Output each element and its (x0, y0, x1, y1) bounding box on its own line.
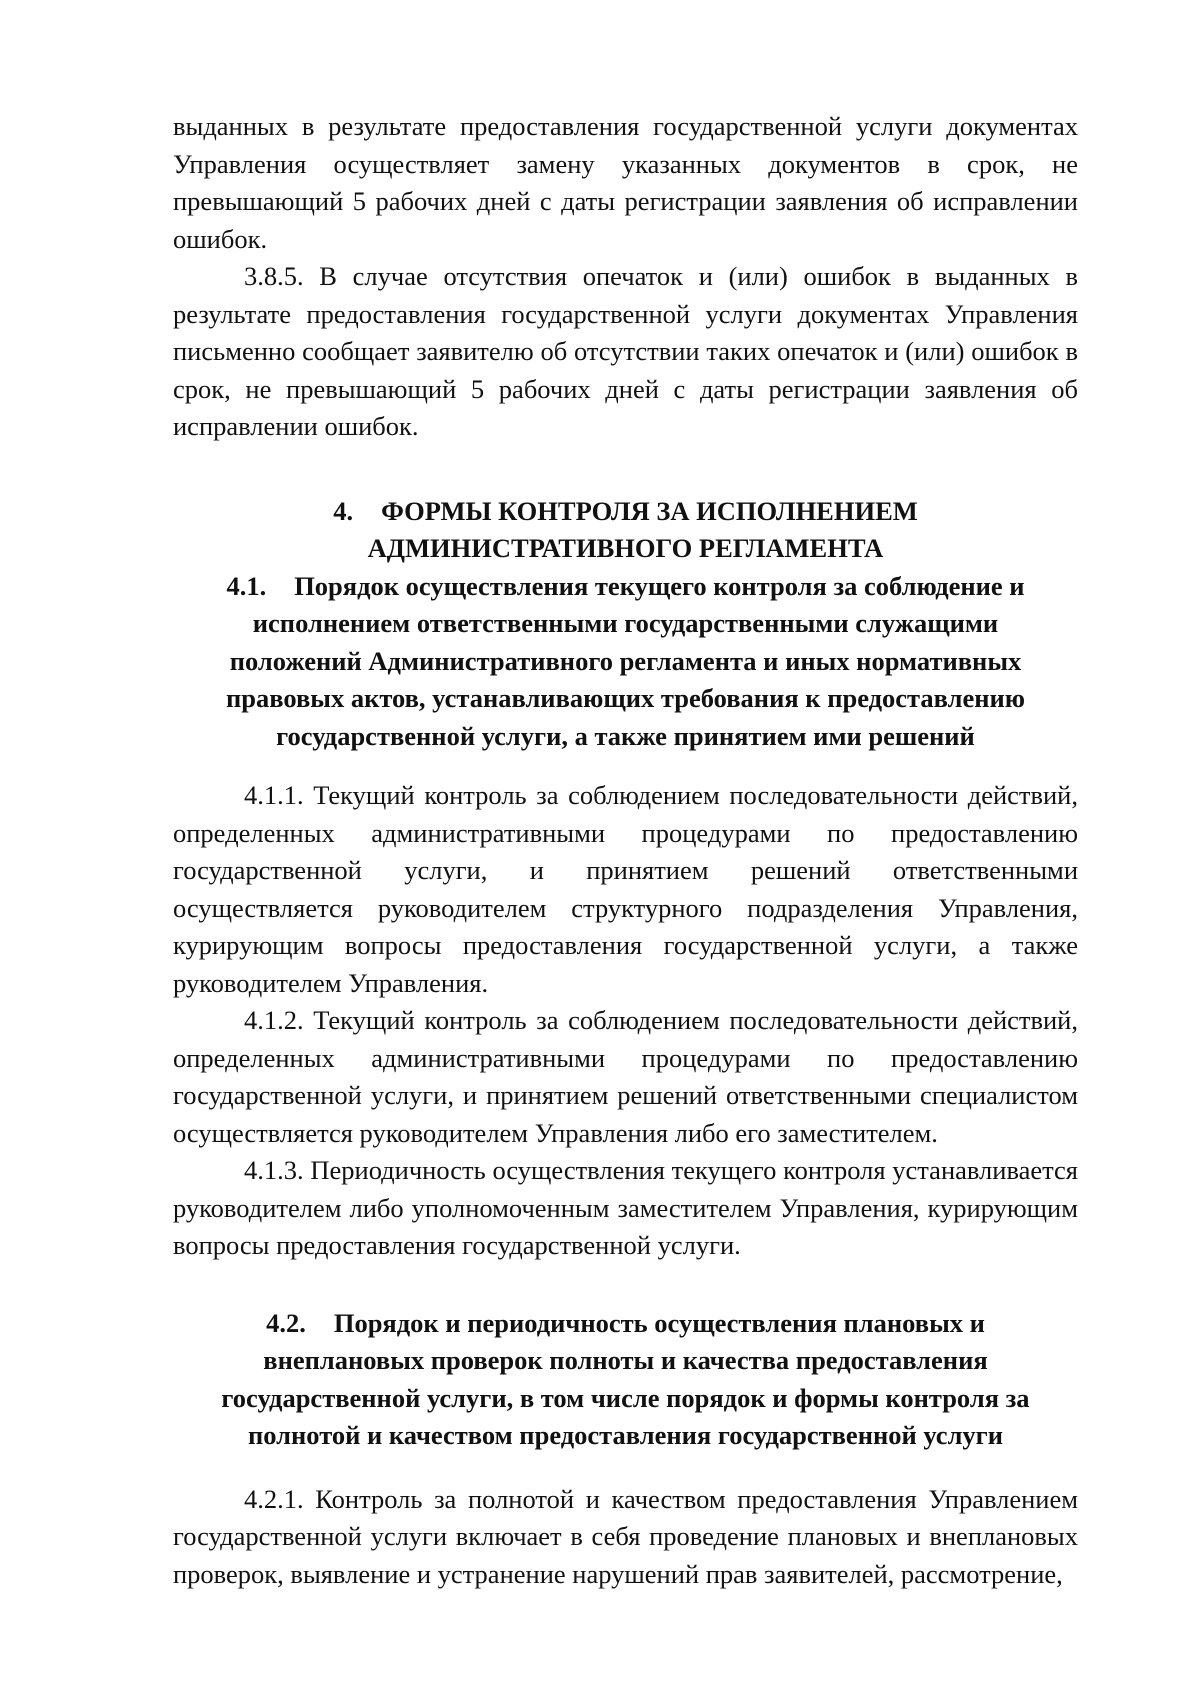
paragraph-continuation: выданных в результате предоставления государственной услуги документах Управления осуществляет замену указанных документов в срок, не превышающий 5 рабочих дней с даты регистрации заявления об исправлении ошибок. (173, 111, 1078, 254)
section-4-2-title-line4: полнотой и качеством предоставления государственной услуги (247, 1420, 1003, 1450)
section-4-2-title-line2: внеплановых проверок полноты и качества предоставления (263, 1345, 988, 1375)
section-4-1-title-line5: государственной услуги, а также принятием ими решений (276, 720, 975, 751)
paragraph-4-2-1: 4.2.1. Контроль за полнотой и качеством предоставления Управлением государственной услуги включает в себя проведение плановых и внеплановых проверок, выявление и устранение нарушений прав заявителей, рассмотрение, (173, 1483, 1078, 1589)
section-4-2-number: 4.2. (266, 1307, 306, 1338)
section-4-1-body (173, 777, 1078, 1265)
paragraph-3-8-5: 3.8.5. В случае отсутствия опечаток и (или) ошибок в выданных в результате предоставления государственной услуги документах Управления письменно сообщает заявителю об отсутствии таких опечаток и (или) ошибок в срок, не превышающий 5 рабочих дней с даты регистрации заявления об исправлении ошибок. (173, 261, 1078, 441)
section-4-title-line1: ФОРМЫ КОНТРОЛЯ ЗА ИСПОЛНЕНИЕМ (381, 495, 918, 526)
paragraph-4-1-3: 4.1.3. Периодичность осуществления текущего контроля устанавливается руководителем либо уполномоченным заместителем Управления, курирующим вопросы предоставления государственной услуги. (173, 1155, 1078, 1260)
section-4-2-body (173, 1481, 1078, 1594)
section-4-heading (173, 493, 1078, 568)
section-4-1-title-line3: положений Административного регламента и иных нормативных (229, 645, 1022, 676)
paragraph-4-1-2: 4.1.2. Текущий контроль за соблюдением последовательности действий, определенных административными процедурами по предоставлению государственной услуги, и принятием решений ответственными специалистом осуществляется руководителем Управления либо его заместителем. (173, 1005, 1078, 1148)
section-4-1-title-line2: исполнением ответственными государственными служащими (252, 608, 999, 638)
section-4-2-title-line3: государственной услуги, в том числе порядок и формы контроля за (221, 1382, 1030, 1413)
section-4-title-line2: АДМИНИСТРАТИВНОГО РЕГЛАМЕНТА (367, 533, 884, 563)
section-4-1-heading (173, 568, 1078, 756)
section-4-1-title-line4: правовых актов, устанавливающих требования к предоставлению (225, 683, 1025, 713)
section-4-1-title-line1: Порядок осуществления текущего контроля за соблюдение и (294, 570, 1025, 601)
section-4-2-heading (173, 1305, 1078, 1455)
section-4-number: 4. (333, 495, 354, 526)
section-4-2-title-line1: Порядок и периодичность осуществления плановых и (333, 1307, 985, 1338)
section-4-1-number: 4.1. (226, 570, 267, 601)
paragraph-4-1-1: 4.1.1. Текущий контроль за соблюдением последовательности действий, определенных административными процедурами по предоставлению государственной услуги, и принятием решений ответственными осуществляется руководителем структурного подразделения Управления, курирующим вопросы предоставления государственной услуги, а также руководителем Управления. (173, 780, 1078, 998)
